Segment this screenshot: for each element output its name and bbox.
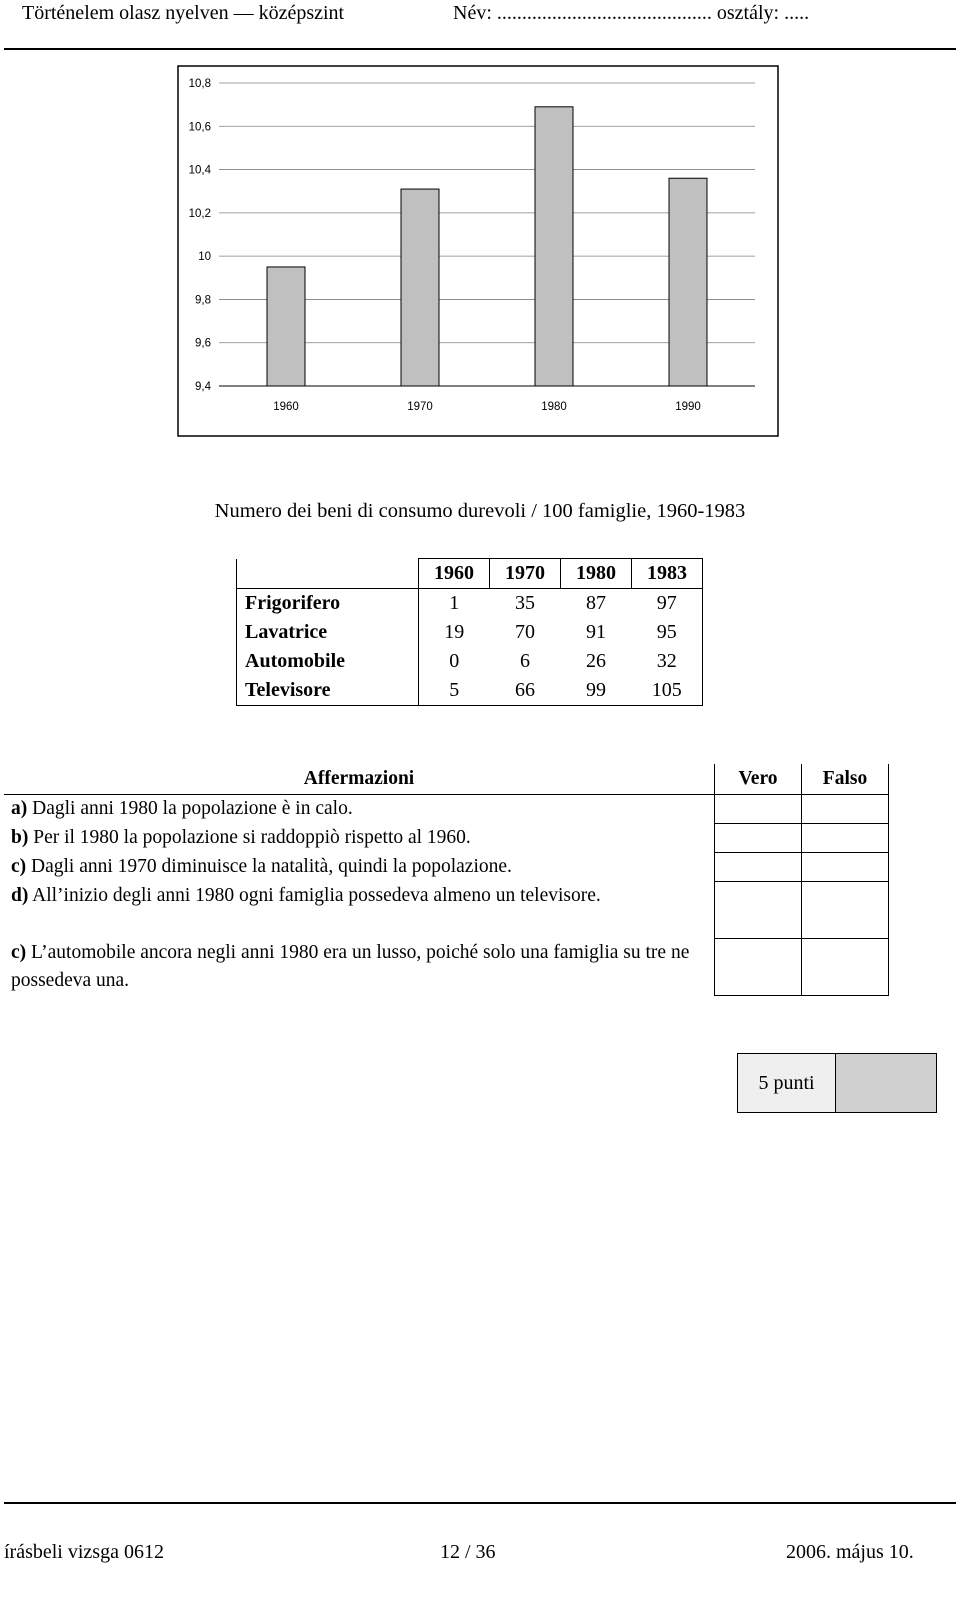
cell-value: 35 <box>490 589 561 619</box>
statement-letter: b) <box>11 826 29 848</box>
false-answer-box[interactable] <box>802 882 889 939</box>
cell-value: 95 <box>632 618 703 647</box>
row-label: Frigorifero <box>237 589 419 619</box>
statement-letter: c) <box>11 941 27 963</box>
true-answer-box[interactable] <box>715 853 802 882</box>
x-tick-label: 1960 <box>273 401 299 413</box>
bar <box>669 178 707 386</box>
consumer-goods-table <box>236 558 703 706</box>
statement-row <box>4 824 889 853</box>
statements-table <box>4 764 889 996</box>
cell-value: 66 <box>490 676 561 706</box>
true-answer-box[interactable] <box>715 824 802 853</box>
y-tick-label: 10,8 <box>188 78 211 90</box>
statement-body: Dagli anni 1980 la popolazione è in calo. <box>27 798 353 819</box>
year-header: 1960 <box>419 559 490 589</box>
y-tick-label: 9,6 <box>195 337 211 350</box>
cell-value: 105 <box>632 676 703 706</box>
x-tick-label: 1990 <box>675 401 701 413</box>
statement-text <box>4 795 715 824</box>
y-tick-label: 10,4 <box>188 164 211 177</box>
statement-body: All’inizio degli anni 1980 ogni famiglia possedeva almeno un televisore. <box>28 884 601 906</box>
cell-value: 1 <box>419 589 490 619</box>
cell-value: 32 <box>632 647 703 676</box>
cell-value: 91 <box>586 621 606 643</box>
row-label: Lavatrice <box>237 618 419 647</box>
y-tick-label: 10 <box>198 251 211 264</box>
header-rule <box>4 48 956 50</box>
y-tick-label: 10,2 <box>188 207 211 220</box>
bar <box>267 267 305 386</box>
year-header: 1983 <box>632 559 703 589</box>
statement-row <box>4 939 889 996</box>
false-header: Falso <box>802 764 889 795</box>
footer-page-number: 12 / 36 <box>440 1541 496 1563</box>
statement-letter: c) <box>11 855 27 877</box>
points-label: 5 punti <box>738 1054 836 1112</box>
cell-value: 97 <box>632 589 703 619</box>
cell-value: 87 <box>561 589 632 619</box>
x-tick-label: 1970 <box>407 401 433 413</box>
footer-date: 2006. május 10. <box>786 1541 914 1563</box>
y-tick-label: 9,8 <box>195 294 211 307</box>
statement-text <box>4 882 715 939</box>
cell-value: 19 <box>419 618 490 647</box>
page-header <box>0 0 960 50</box>
true-header: Vero <box>715 764 802 795</box>
points-score-field[interactable] <box>836 1054 936 1112</box>
true-answer-box[interactable] <box>715 882 802 939</box>
statement-letter: d) <box>11 884 29 906</box>
cell-value: 5 <box>419 676 490 706</box>
statement-letter: a) <box>11 798 28 819</box>
false-answer-box[interactable] <box>802 824 889 853</box>
footer-exam: írásbeli vizsga 0612 <box>4 1541 164 1563</box>
bar-chart-svg <box>177 65 779 437</box>
row-label: Automobile <box>237 647 419 676</box>
statement-row <box>4 882 889 939</box>
statement-body: L’automobile ancora negli anni 1980 era un lusso, poiché solo una famiglia su tre ne possedeva una. <box>11 941 690 991</box>
corner-cell <box>237 559 419 589</box>
year-header: 1980 <box>561 559 632 589</box>
statement-body: Per il 1980 la popolazione si raddoppiò rispetto al 1960. <box>28 826 471 848</box>
header-name-class: Név: ........................................... osztály: ..... <box>453 2 810 24</box>
statement-text <box>4 853 715 882</box>
year-header: 1970 <box>490 559 561 589</box>
table-row <box>237 676 703 706</box>
statement-text <box>4 824 715 853</box>
table-row <box>237 589 703 619</box>
statements-header: Affermazioni <box>4 764 715 795</box>
bar <box>401 189 439 386</box>
cell-value: 26 <box>586 650 606 672</box>
table-row <box>237 618 703 647</box>
statement-text <box>4 939 715 996</box>
bar-chart <box>177 65 779 437</box>
row-label: Televisore <box>237 676 419 706</box>
cell-value: 0 <box>419 647 490 676</box>
true-answer-box[interactable] <box>715 939 802 996</box>
false-answer-box[interactable] <box>802 939 889 996</box>
x-tick-label: 1980 <box>541 401 567 413</box>
false-answer-box[interactable] <box>802 795 889 824</box>
statement-row <box>4 853 889 882</box>
table-caption: Numero dei beni di consumo durevoli / 100 famiglie, 1960-1983 <box>214 500 746 522</box>
points-box <box>737 1053 937 1113</box>
cell-value: 70 <box>515 621 535 643</box>
table-row <box>237 647 703 676</box>
cell-value: 6 <box>520 650 530 672</box>
bar <box>535 107 573 386</box>
false-answer-box[interactable] <box>802 853 889 882</box>
cell-value: 99 <box>561 676 632 706</box>
true-answer-box[interactable] <box>715 795 802 824</box>
y-tick-label: 10,6 <box>188 121 211 134</box>
footer-rule <box>4 1502 956 1504</box>
statement-body: Dagli anni 1970 diminuisce la natalità, quindi la popolazione. <box>26 855 512 877</box>
statement-row <box>4 795 889 824</box>
y-tick-label: 9,4 <box>195 381 211 393</box>
header-subject: Történelem olasz nyelven — középszint <box>22 2 345 24</box>
